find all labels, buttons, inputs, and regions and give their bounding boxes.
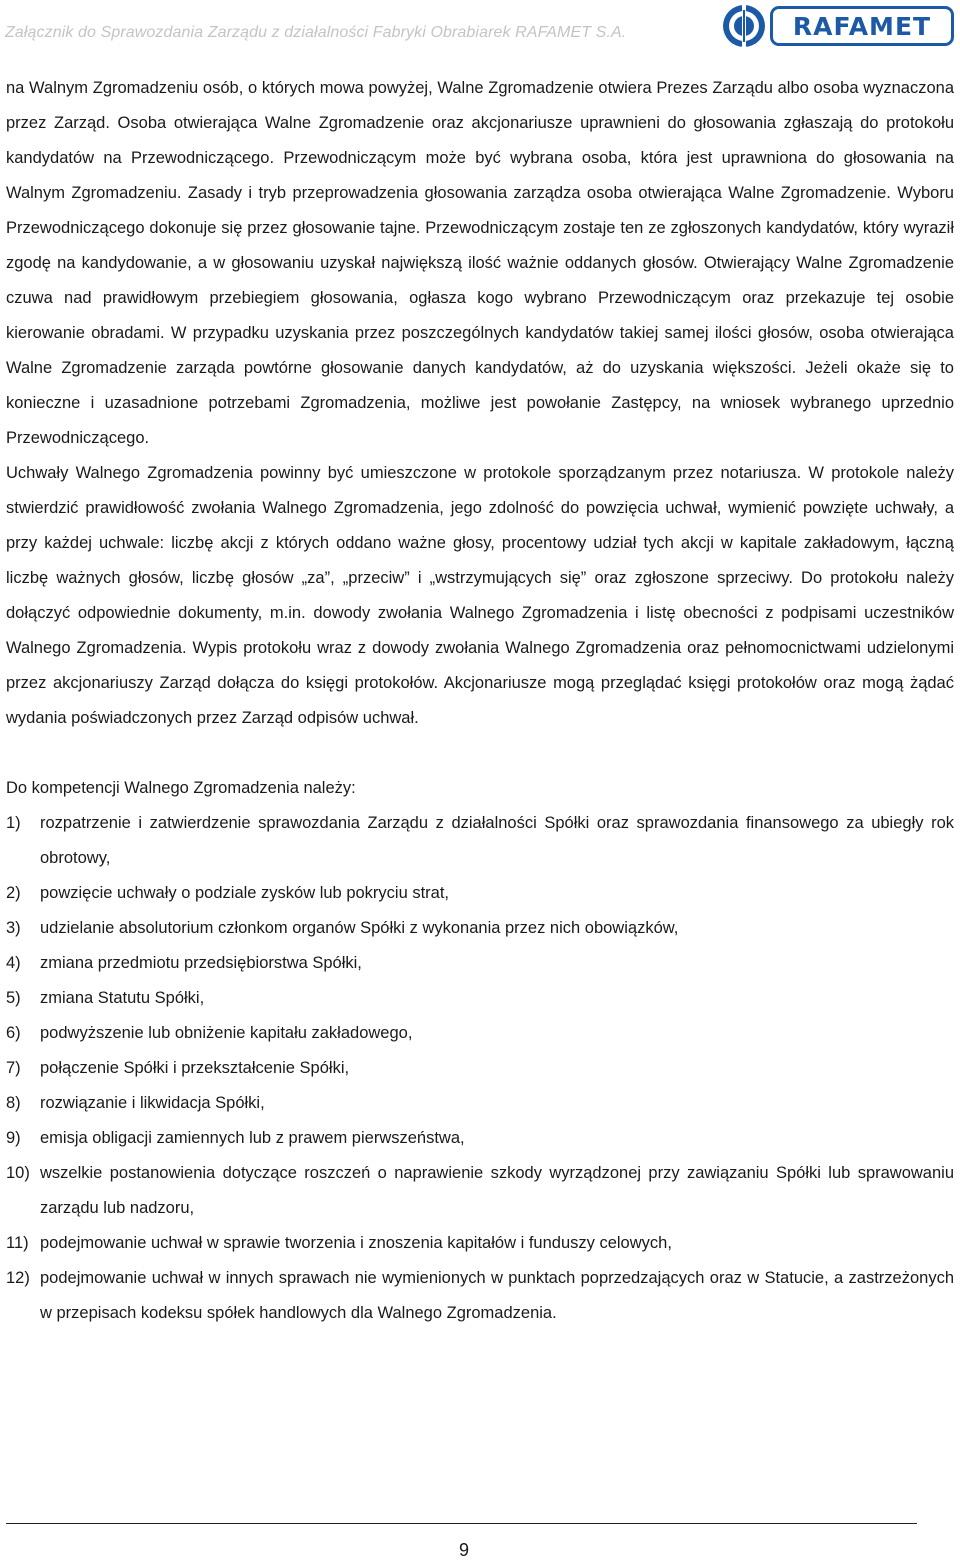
list-item-text: podwyższenie lub obniżenie kapitału zakładowego, [40, 1024, 413, 1042]
list-item-text: powzięcie uchwały o podziale zysków lub pokryciu strat, [40, 884, 450, 902]
list-item [6, 806, 954, 876]
list-item-number: 10) [6, 1164, 30, 1182]
list-item [6, 1121, 954, 1156]
list-item [6, 1086, 954, 1121]
list-item [6, 1261, 954, 1331]
list-item [6, 981, 954, 1016]
list-item-text: emisja obligacji zamiennych lub z prawem pierwszeństwa, [40, 1129, 465, 1147]
logo-emblem-icon [722, 4, 766, 48]
rafamet-logo [722, 2, 956, 50]
list-item [6, 1226, 954, 1261]
document-body [6, 71, 954, 1331]
list-item-text: podejmowanie uchwał w sprawie tworzenia i znoszenia kapitałów i funduszy celowych, [40, 1234, 672, 1252]
list-item-number: 9) [6, 1129, 21, 1147]
logo-text: RAFAMET [792, 11, 932, 41]
list-item-number: 6) [6, 1024, 21, 1042]
competencies-list [6, 806, 954, 1331]
list-item-text: rozpatrzenie i zatwierdzenie sprawozdania Zarządu z działalności Spółki oraz sprawozdania finansowego za ubiegły rok obrotowy, [40, 814, 954, 867]
page-header [0, 0, 960, 62]
page-number: 9 [458, 1540, 469, 1560]
list-item-text: zmiana przedmiotu przedsiębiorstwa Spółki, [40, 954, 362, 972]
list-item [6, 946, 954, 981]
list-item-text: podejmowanie uchwał w innych sprawach nie wymienionych w punktach poprzedzających oraz w Statucie, a zastrzeżonych w przepisach kodeksu spółek handlowych dla Walnego Zgromadzenia. [40, 1269, 954, 1322]
list-item-text: zmiana Statutu Spółki, [40, 989, 205, 1007]
list-item-text: udzielanie absolutorium członkom organów Spółki z wykonania przez nich obowiązków, [40, 919, 679, 937]
list-item-number: 3) [6, 919, 21, 937]
list-item-text: wszelkie postanowienia dotyczące roszczeń o naprawienie szkody wyrządzonej przy zawiązaniu Spółki lub sprawowaniu zarządu lub nadzoru, [40, 1164, 954, 1217]
section-spacer [6, 736, 954, 771]
list-item-text: połączenie Spółki i przekształcenie Spółki, [40, 1059, 350, 1077]
list-item-number: 4) [6, 954, 21, 972]
list-item [6, 1156, 954, 1226]
list-item-number: 8) [6, 1094, 21, 1112]
list-item-number: 5) [6, 989, 21, 1007]
list-item [6, 911, 954, 946]
list-item-number: 1) [6, 814, 21, 832]
list-item-number: 12) [6, 1269, 30, 1287]
footer-divider [6, 1523, 917, 1524]
list-item [6, 1051, 954, 1086]
list-item-number: 7) [6, 1059, 21, 1077]
logo-wordmark [770, 6, 954, 46]
paragraph-chairman-election: na Walnym Zgromadzeniu osób, o których mowa powyżej, Walne Zgromadzenie otwiera Prezes Zarządu albo osoba wyznaczona przez Zarząd. Osoba otwierająca Walne Zgromadzenie oraz akcjonariusze uprawnieni do głosowania zgłaszają do protokołu kandydatów na Przewodniczącego. Przewodniczącym może być wybrana osoba, która jest uprawniona do głosowania na Walnym Zgromadzeniu. Zasady i tryb przeprowadzenia głosowania zarządza osoba otwierająca Walne Zgromadzenie. Wyboru Przewodniczącego dokonuje się przez głosowanie tajne. Przewodniczącym zostaje ten ze zgłoszonych kandydatów, który wyraził zgodę na kandydowanie, a w głosowaniu uzyskał największą ilość ważnie oddanych głosów. Otwierający Walne Zgromadzenie czuwa nad prawidłowym przebiegiem głosowania, ogłasza kogo wybrano Przewodniczącym oraz przekazuje tej osobie kierowanie obradami. W przypadku uzyskania przez poszczególnych kandydatów takiej samej ilości głosów, osoba otwierająca Walne Zgromadzenie zarząda powtórne głosowanie danych kandydatów, aż do uzyskania większości. Jeżeli okaże się to konieczne i uzasadnione potrzebami Zgromadzenia, możliwe jest powołanie Zastępcy, na wniosek wybranego uprzednio Przewodniczącego. [6, 79, 954, 447]
list-intro: Do kompetencji Walnego Zgromadzenia należy: [6, 779, 356, 797]
list-item-text: rozwiązanie i likwidacja Spółki, [40, 1094, 265, 1112]
list-item [6, 1016, 954, 1051]
list-item-number: 11) [6, 1234, 29, 1252]
list-item [6, 876, 954, 911]
list-item-number: 2) [6, 884, 21, 902]
header-title: Załącznik do Sprawozdania Zarządu z działalności Fabryki Obrabiarek RAFAMET S.A. [5, 24, 627, 41]
paragraph-resolutions-protocol: Uchwały Walnego Zgromadzenia powinny być umieszczone w protokole sporządzanym przez notariusza. W protokole należy stwierdzić prawidłowość zwołania Walnego Zgromadzenia, jego zdolność do powzięcia uchwał, wymienić powzięte uchwały, a przy każdej uchwale: liczbę akcji z których oddano ważne głosy, procentowy udział tych akcji w kapitale zakładowym, łączną liczbę ważnych głosów, liczbę głosów „za”, „przeciw” i „wstrzymujących się” oraz zgłoszone sprzeciwy. Do protokołu należy dołączyć odpowiednie dokumenty, m.in. dowody zwołania Walnego Zgromadzenia i listę obecności z podpisami uczestników Walnego Zgromadzenia. Wypis protokołu wraz z dowody zwołania Walnego Zgromadzenia oraz pełnomocnictwami udzielonymi przez akcjonariuszy Zarząd dołącza do księgi protokołów. Akcjonariusze mogą przeglądać księgi protokołów oraz mogą żądać wydania poświadczonych przez Zarząd odpisów uchwał. [6, 464, 954, 727]
